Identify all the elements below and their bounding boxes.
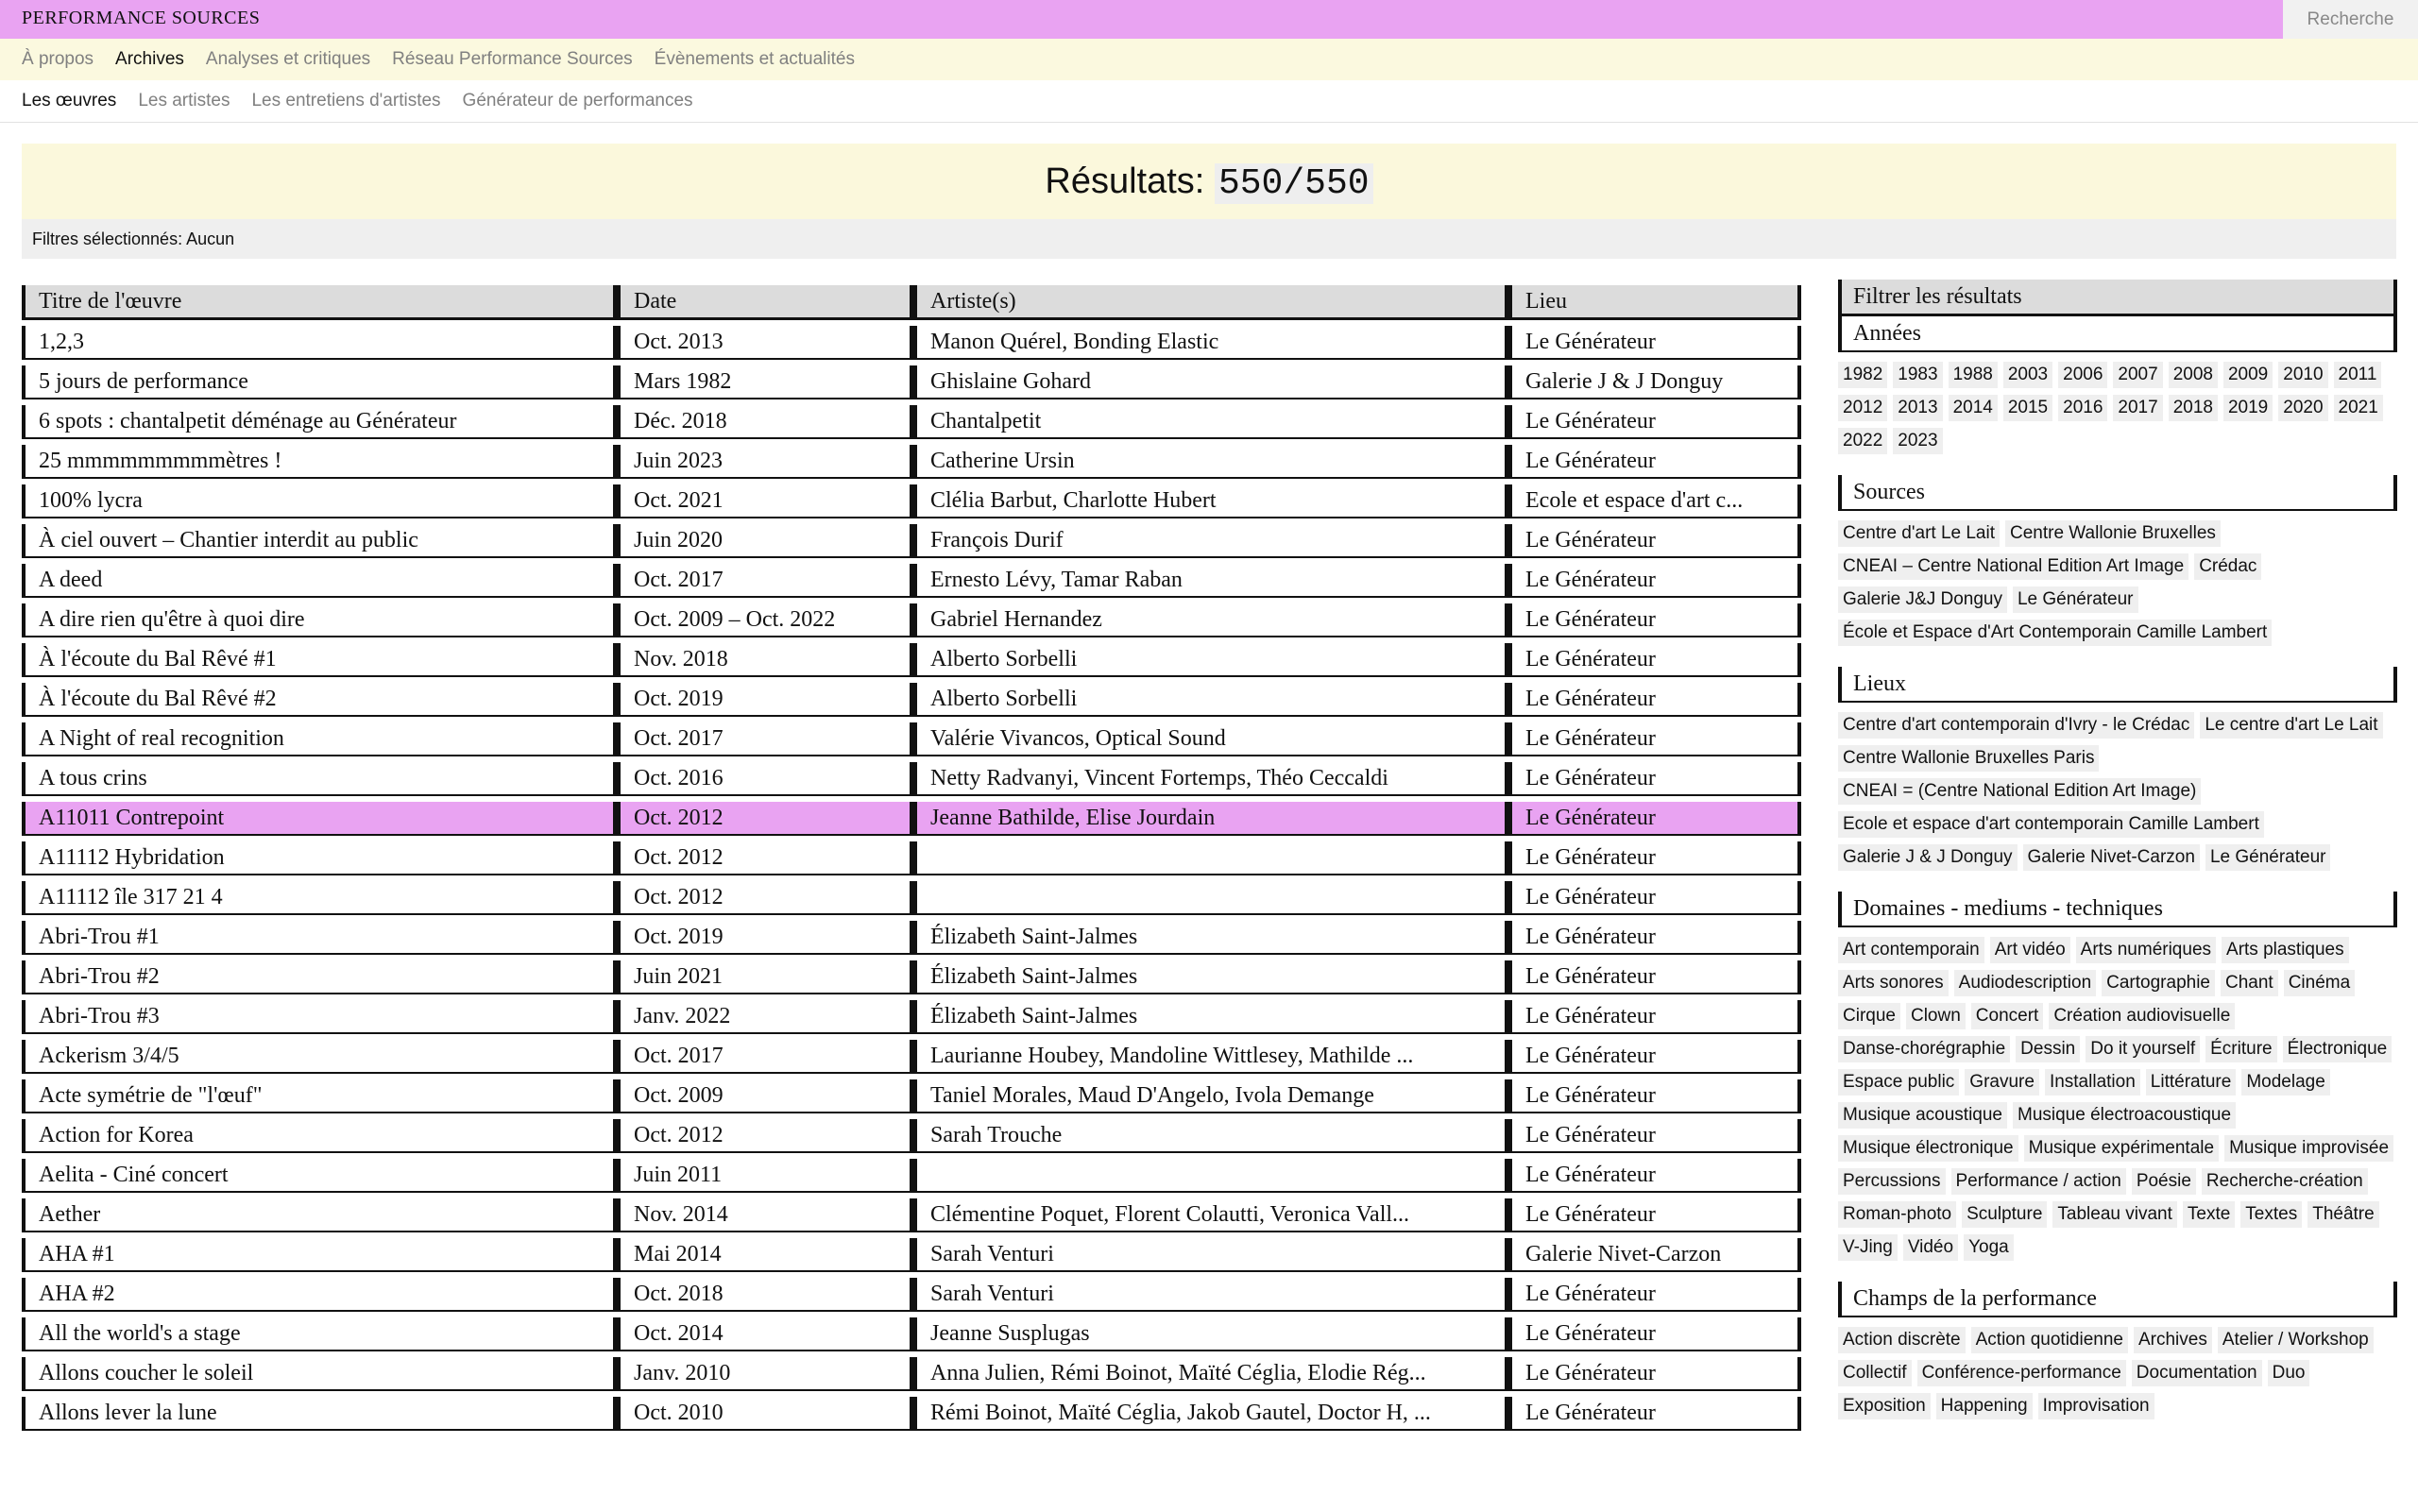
table-row[interactable]	[22, 960, 1801, 994]
selected-filters-text: Filtres sélectionnés: Aucun	[32, 229, 235, 248]
filter-chip[interactable]: Le Générateur	[2205, 844, 2331, 871]
filter-section-title: Champs de la performance	[1838, 1282, 2397, 1317]
filter-chip[interactable]: Cinéma	[2284, 970, 2355, 996]
work-title-cell[interactable]: Allons lever la lune	[22, 1397, 617, 1431]
table-row[interactable]	[22, 921, 1801, 955]
filter-chip[interactable]: 2017	[2113, 395, 2162, 421]
filter-chip[interactable]: Sculpture	[1962, 1201, 2047, 1228]
work-title-cell[interactable]: A11011 Contrepoint	[22, 802, 617, 836]
venue-cell: Le Générateur	[1508, 1079, 1801, 1113]
venue-cell: Le Générateur	[1508, 603, 1801, 637]
filter-chip[interactable]: 2012	[1838, 395, 1887, 421]
work-title-cell[interactable]: À ciel ouvert – Chantier interdit au public	[22, 524, 617, 558]
venue-cell: Le Générateur	[1508, 1119, 1801, 1153]
filter-chip[interactable]: 2015	[2003, 395, 2052, 421]
filter-chip-list	[1838, 1317, 2397, 1419]
venue-cell: Le Générateur	[1508, 1040, 1801, 1074]
filter-chip[interactable]: Le Générateur	[2013, 586, 2138, 613]
filter-section-champs-de-la-performance	[1838, 1282, 2397, 1419]
date-cell: Juin 2023	[617, 445, 913, 479]
filter-chip[interactable]: 2003	[2003, 362, 2052, 388]
filter-chip[interactable]: 2020	[2278, 395, 2327, 421]
filter-chip-list	[1838, 703, 2397, 871]
filter-chip[interactable]: Art contemporain	[1838, 937, 1984, 963]
column-header-titre-de-l-uvre[interactable]: Titre de l'œuvre	[22, 285, 617, 320]
venue-cell: Galerie J & J Donguy	[1508, 365, 1801, 399]
table-row[interactable]	[22, 1159, 1801, 1193]
table-row[interactable]	[22, 326, 1801, 360]
date-cell: Nov. 2018	[617, 643, 913, 677]
work-title-cell[interactable]: À l'écoute du Bal Rêvé #1	[22, 643, 617, 677]
date-cell: Oct. 2016	[617, 762, 913, 796]
filter-chip[interactable]: Musique acoustique	[1838, 1102, 2007, 1129]
filter-chip[interactable]: Atelier / Workshop	[2218, 1327, 2374, 1353]
filter-chip[interactable]: Cartographie	[2102, 970, 2215, 996]
filter-chip[interactable]: 2010	[2278, 362, 2327, 388]
archives-subnavigation	[0, 80, 2418, 123]
work-title-cell[interactable]: Ackerism 3/4/5	[22, 1040, 617, 1074]
filter-chip[interactable]: Action discrète	[1838, 1327, 1966, 1353]
table-row[interactable]	[22, 762, 1801, 796]
artists-cell: Laurianne Houbey, Mandoline Wittlesey, Mathilde ...	[913, 1040, 1508, 1074]
filter-chip[interactable]: 1988	[1949, 362, 1998, 388]
table-row[interactable]	[22, 683, 1801, 717]
filter-chip[interactable]: Musique improvisée	[2224, 1135, 2393, 1162]
filter-chip[interactable]: 1982	[1838, 362, 1887, 388]
venue-cell: Ecole et espace d'art c...	[1508, 484, 1801, 518]
filter-chip[interactable]: Texte	[2183, 1201, 2235, 1228]
works-table	[22, 280, 1801, 1436]
venue-cell: Le Générateur	[1508, 960, 1801, 994]
table-row[interactable]	[22, 1278, 1801, 1312]
filter-chip[interactable]: 2014	[1949, 395, 1998, 421]
table-row[interactable]	[22, 405, 1801, 439]
nav-item-evenements-et-actualites[interactable]: Évènements et actualités	[654, 49, 855, 69]
date-cell: Oct. 2021	[617, 484, 913, 518]
filter-chip[interactable]: 2016	[2058, 395, 2107, 421]
work-title-cell[interactable]: AHA #2	[22, 1278, 617, 1312]
artists-cell: Alberto Sorbelli	[913, 643, 1508, 677]
filter-chip[interactable]: Clown	[1906, 1003, 1966, 1029]
filter-chip[interactable]: Écriture	[2205, 1036, 2276, 1062]
filter-chip[interactable]: Improvisation	[2038, 1393, 2154, 1419]
artists-cell: Alberto Sorbelli	[913, 683, 1508, 717]
date-cell: Oct. 2012	[617, 802, 913, 836]
venue-cell: Le Générateur	[1508, 1317, 1801, 1351]
work-title-cell[interactable]: Abri-Trou #1	[22, 921, 617, 955]
nav-item-a-propos[interactable]: À propos	[22, 49, 94, 69]
filter-chip[interactable]: Recherche-création	[2202, 1168, 2368, 1195]
filter-chip[interactable]: Électronique	[2283, 1036, 2392, 1062]
nav-item-analyses-et-critiques[interactable]: Analyses et critiques	[205, 49, 371, 69]
table-row[interactable]	[22, 564, 1801, 598]
table-row[interactable]	[22, 365, 1801, 399]
filter-chip[interactable]: 1983	[1893, 362, 1942, 388]
date-cell: Oct. 2018	[617, 1278, 913, 1312]
column-header-lieu[interactable]: Lieu	[1508, 285, 1801, 320]
filter-section-title: Lieux	[1838, 667, 2397, 703]
search-button[interactable]: Recherche	[2283, 0, 2418, 39]
table-row[interactable]	[22, 1119, 1801, 1153]
filter-section-domaines-mediums-techniques	[1838, 892, 2397, 1261]
filter-chip[interactable]: Galerie J & J Donguy	[1838, 844, 2018, 871]
table-header-row	[22, 285, 1801, 320]
filter-sidebar	[1838, 280, 2397, 1440]
filter-chip[interactable]: Modelage	[2241, 1069, 2329, 1096]
filter-chip[interactable]: Art vidéo	[1990, 937, 2070, 963]
filter-chip[interactable]: Do it yourself	[2086, 1036, 2200, 1062]
table-row[interactable]	[22, 1198, 1801, 1232]
venue-cell: Galerie Nivet-Carzon	[1508, 1238, 1801, 1272]
table-row[interactable]	[22, 1357, 1801, 1391]
work-title-cell[interactable]: 100% lycra	[22, 484, 617, 518]
filter-chip[interactable]: Tableau vivant	[2052, 1201, 2176, 1228]
date-cell: Oct. 2012	[617, 881, 913, 915]
artists-cell	[913, 881, 1508, 915]
artists-cell: Anna Julien, Rémi Boinot, Maïté Céglia, Elodie Rég...	[913, 1357, 1508, 1391]
artists-cell	[913, 841, 1508, 875]
filter-chip[interactable]: Musique expérimentale	[2024, 1135, 2219, 1162]
filter-chip[interactable]: Textes	[2240, 1201, 2302, 1228]
filter-chip[interactable]: Galerie Nivet-Carzon	[2023, 844, 2200, 871]
filter-chip[interactable]: Cirque	[1838, 1003, 1900, 1029]
filter-chip[interactable]: Centre d'art contemporain d'Ivry - le Crédac	[1838, 712, 2194, 739]
filter-section-sources	[1838, 475, 2397, 646]
filter-chip[interactable]: Littérature	[2146, 1069, 2237, 1096]
filter-chip[interactable]: Happening	[1936, 1393, 2033, 1419]
filter-chip[interactable]: Dessin	[2016, 1036, 2080, 1062]
artists-cell: Gabriel Hernandez	[913, 603, 1508, 637]
filter-chip[interactable]: Roman-photo	[1838, 1201, 1956, 1228]
date-cell: Déc. 2018	[617, 405, 913, 439]
artists-cell: Ernesto Lévy, Tamar Raban	[913, 564, 1508, 598]
filter-chip[interactable]: Installation	[2045, 1069, 2140, 1096]
filter-chip[interactable]: 2023	[1893, 428, 1942, 454]
filter-chip[interactable]: Action quotidienne	[1971, 1327, 2128, 1353]
work-title-cell[interactable]: Abri-Trou #2	[22, 960, 617, 994]
table-row[interactable]	[22, 841, 1801, 875]
filter-chip[interactable]: Centre d'art Le Lait	[1838, 520, 2000, 547]
filter-chip[interactable]: Percussions	[1838, 1168, 1946, 1195]
filter-chip[interactable]: Arts sonores	[1838, 970, 1949, 996]
artists-cell: Élizabeth Saint-Jalmes	[913, 1000, 1508, 1034]
artists-cell: Chantalpetit	[913, 405, 1508, 439]
filter-chip[interactable]: Centre Wallonie Bruxelles	[2005, 520, 2221, 547]
venue-cell: Le Générateur	[1508, 1000, 1801, 1034]
table-row[interactable]	[22, 1040, 1801, 1074]
work-title-cell[interactable]: 25 mmmmmmmmmètres !	[22, 445, 617, 479]
filter-chip[interactable]: Poésie	[2132, 1168, 2196, 1195]
table-row[interactable]	[22, 722, 1801, 756]
venue-cell: Le Générateur	[1508, 921, 1801, 955]
filter-chip[interactable]: 2013	[1893, 395, 1942, 421]
column-header-date[interactable]: Date	[617, 285, 913, 320]
filter-chip[interactable]: Concert	[1971, 1003, 2044, 1029]
artists-cell: Valérie Vivancos, Optical Sound	[913, 722, 1508, 756]
site-logo[interactable]: PERFORMANCE SOURCES	[22, 8, 261, 28]
filter-chip[interactable]: Documentation	[2132, 1360, 2262, 1386]
venue-cell: Le Générateur	[1508, 326, 1801, 360]
filter-chip[interactable]: Arts numériques	[2076, 937, 2216, 963]
table-row[interactable]	[22, 484, 1801, 518]
filter-section-title: Sources	[1838, 475, 2397, 511]
work-title-cell[interactable]: Aelita - Ciné concert	[22, 1159, 617, 1193]
artists-cell: Jeanne Susplugas	[913, 1317, 1508, 1351]
date-cell: Janv. 2022	[617, 1000, 913, 1034]
filter-chip[interactable]: Le centre d'art Le Lait	[2200, 712, 2382, 739]
venue-cell: Le Générateur	[1508, 643, 1801, 677]
filter-chip[interactable]: École et Espace d'Art Contemporain Camille Lambert	[1838, 620, 2272, 646]
subnav-item-les-entretiens-d-artistes[interactable]: Les entretiens d'artistes	[251, 91, 441, 110]
subnav-item-les-artistes[interactable]: Les artistes	[138, 91, 230, 110]
work-title-cell[interactable]: 1,2,3	[22, 326, 617, 360]
filter-chip[interactable]: CNEAI – Centre National Edition Art Image	[1838, 553, 2188, 580]
venue-cell: Le Générateur	[1508, 405, 1801, 439]
table-row[interactable]	[22, 445, 1801, 479]
filter-chip[interactable]: 2018	[2169, 395, 2218, 421]
filter-chip-list	[1838, 511, 2397, 646]
date-cell: Oct. 2017	[617, 564, 913, 598]
nav-item-archives[interactable]: Archives	[115, 49, 184, 69]
table-row[interactable]	[22, 603, 1801, 637]
table-row[interactable]	[22, 1317, 1801, 1351]
work-title-cell[interactable]: Acte symétrie de "l'œuf"	[22, 1079, 617, 1113]
filter-section-title: Années	[1838, 316, 2397, 352]
date-cell: Juin 2020	[617, 524, 913, 558]
work-title-cell[interactable]: A11112 Hybridation	[22, 841, 617, 875]
subnav-item-les-uvres[interactable]: Les œuvres	[22, 91, 117, 110]
filter-chip[interactable]: Exposition	[1838, 1393, 1931, 1419]
date-cell: Mars 1982	[617, 365, 913, 399]
artists-cell: Élizabeth Saint-Jalmes	[913, 960, 1508, 994]
artists-cell: Sarah Venturi	[913, 1238, 1508, 1272]
work-title-cell[interactable]: Abri-Trou #3	[22, 1000, 617, 1034]
work-title-cell[interactable]: Action for Korea	[22, 1119, 617, 1153]
artists-cell	[913, 1159, 1508, 1193]
filter-chip[interactable]: Centre Wallonie Bruxelles Paris	[1838, 745, 2099, 772]
artists-cell: Clélia Barbut, Charlotte Hubert	[913, 484, 1508, 518]
filter-chip[interactable]: Musique électronique	[1838, 1135, 2018, 1162]
table-row[interactable]	[22, 643, 1801, 677]
date-cell: Juin 2021	[617, 960, 913, 994]
artists-cell: Jeanne Bathilde, Elise Jourdain	[913, 802, 1508, 836]
filter-chip[interactable]: Ecole et espace d'art contemporain Camille Lambert	[1838, 811, 2264, 838]
filter-chip[interactable]: Galerie J&J Donguy	[1838, 586, 2007, 613]
work-title-cell[interactable]: A deed	[22, 564, 617, 598]
filter-section-lieux	[1838, 667, 2397, 871]
date-cell: Oct. 2019	[617, 683, 913, 717]
main-navigation	[0, 39, 2418, 80]
date-cell: Oct. 2019	[617, 921, 913, 955]
filter-chip[interactable]: Audiodescription	[1954, 970, 2096, 996]
date-cell: Oct. 2017	[617, 722, 913, 756]
work-title-cell[interactable]: À l'écoute du Bal Rêvé #2	[22, 683, 617, 717]
date-cell: Janv. 2010	[617, 1357, 913, 1391]
artists-cell: Ghislaine Gohard	[913, 365, 1508, 399]
filter-chip[interactable]: 2009	[2223, 362, 2273, 388]
filter-chip[interactable]: Espace public	[1838, 1069, 1959, 1096]
date-cell: Oct. 2009	[617, 1079, 913, 1113]
filter-chip[interactable]: 2011	[2334, 362, 2382, 388]
filter-sidebar-title: Filtrer les résultats	[1838, 280, 2397, 316]
date-cell: Oct. 2010	[617, 1397, 913, 1431]
filter-chip[interactable]: Danse-chorégraphie	[1838, 1036, 2010, 1062]
table-row[interactable]	[22, 1000, 1801, 1034]
work-title-cell[interactable]: A Night of real recognition	[22, 722, 617, 756]
filter-chip-list	[1838, 927, 2397, 1261]
filter-section-title: Domaines - mediums - techniques	[1838, 892, 2397, 927]
work-title-cell[interactable]: Allons coucher le soleil	[22, 1357, 617, 1391]
filter-chip[interactable]: 2007	[2113, 362, 2162, 388]
date-cell: Nov. 2014	[617, 1198, 913, 1232]
artists-cell: Taniel Morales, Maud D'Angelo, Ivola Demange	[913, 1079, 1508, 1113]
table-row[interactable]	[22, 1397, 1801, 1431]
work-title-cell[interactable]: Aether	[22, 1198, 617, 1232]
filter-chip[interactable]: Archives	[2134, 1327, 2212, 1353]
results-count: 550/550	[1215, 163, 1373, 204]
filter-chip[interactable]: CNEAI = (Centre National Edition Art Image)	[1838, 778, 2201, 805]
date-cell: Mai 2014	[617, 1238, 913, 1272]
artists-cell: François Durif	[913, 524, 1508, 558]
date-cell: Juin 2011	[617, 1159, 913, 1193]
filter-chip[interactable]: 2019	[2223, 395, 2273, 421]
venue-cell: Le Générateur	[1508, 1278, 1801, 1312]
table-row[interactable]	[22, 1079, 1801, 1113]
top-bar	[0, 0, 2418, 39]
venue-cell: Le Générateur	[1508, 524, 1801, 558]
artists-cell: Rémi Boinot, Maïté Céglia, Jakob Gautel, Doctor H, ...	[913, 1397, 1508, 1431]
venue-cell: Le Générateur	[1508, 722, 1801, 756]
work-title-cell[interactable]: A dire rien qu'être à quoi dire	[22, 603, 617, 637]
venue-cell: Le Générateur	[1508, 802, 1801, 836]
venue-cell: Le Générateur	[1508, 683, 1801, 717]
filter-chip-list	[1838, 352, 2397, 454]
venue-cell: Le Générateur	[1508, 1159, 1801, 1193]
results-banner	[22, 144, 2396, 219]
artists-cell: Catherine Ursin	[913, 445, 1508, 479]
date-cell: Oct. 2017	[617, 1040, 913, 1074]
date-cell: Oct. 2012	[617, 1119, 913, 1153]
subnav-item-generateur-de-performances[interactable]: Générateur de performances	[462, 91, 693, 110]
venue-cell: Le Générateur	[1508, 445, 1801, 479]
filter-chip[interactable]: 2021	[2334, 395, 2383, 421]
filter-chip[interactable]: Gravure	[1965, 1069, 2039, 1096]
date-cell: Oct. 2013	[617, 326, 913, 360]
venue-cell: Le Générateur	[1508, 881, 1801, 915]
table-row[interactable]	[22, 524, 1801, 558]
filter-chip[interactable]: Yoga	[1964, 1234, 2014, 1261]
date-cell: Oct. 2014	[617, 1317, 913, 1351]
column-header-artiste-s[interactable]: Artiste(s)	[913, 285, 1508, 320]
work-title-cell[interactable]: 5 jours de performance	[22, 365, 617, 399]
filter-chip[interactable]: 2006	[2058, 362, 2107, 388]
filter-chip[interactable]: Arts plastiques	[2222, 937, 2349, 963]
date-cell: Oct. 2012	[617, 841, 913, 875]
filter-section-annees	[1838, 316, 2397, 454]
filter-chip[interactable]: Musique électroacoustique	[2013, 1102, 2236, 1129]
artists-cell: Manon Quérel, Bonding Elastic	[913, 326, 1508, 360]
nav-item-reseau-performance-sources[interactable]: Réseau Performance Sources	[392, 49, 633, 69]
venue-cell: Le Générateur	[1508, 1397, 1801, 1431]
artists-cell: Clémentine Poquet, Florent Colautti, Veronica Vall...	[913, 1198, 1508, 1232]
venue-cell: Le Générateur	[1508, 1198, 1801, 1232]
results-label: Résultats:	[1045, 161, 1205, 201]
filter-chip[interactable]: 2008	[2169, 362, 2218, 388]
filter-chip[interactable]: Chant	[2221, 970, 2278, 996]
filter-chip[interactable]: 2022	[1838, 428, 1887, 454]
work-title-cell[interactable]: AHA #1	[22, 1238, 617, 1272]
selected-filters	[22, 219, 2396, 259]
filter-chip[interactable]: Théâtre	[2307, 1201, 2378, 1228]
filter-chip[interactable]: Crédac	[2194, 553, 2261, 580]
filter-chip[interactable]: Conférence-performance	[1917, 1360, 2126, 1386]
filter-chip[interactable]: Collectif	[1838, 1360, 1912, 1386]
artists-cell: Sarah Venturi	[913, 1278, 1508, 1312]
artists-cell: Netty Radvanyi, Vincent Fortemps, Théo Ceccaldi	[913, 762, 1508, 796]
work-title-cell[interactable]: A tous crins	[22, 762, 617, 796]
artists-cell: Élizabeth Saint-Jalmes	[913, 921, 1508, 955]
artists-cell: Sarah Trouche	[913, 1119, 1508, 1153]
filter-chip[interactable]: V-Jing	[1838, 1234, 1898, 1261]
table-row[interactable]	[22, 802, 1801, 836]
venue-cell: Le Générateur	[1508, 564, 1801, 598]
table-row[interactable]	[22, 1238, 1801, 1272]
work-title-cell[interactable]: All the world's a stage	[22, 1317, 617, 1351]
table-row[interactable]	[22, 881, 1801, 915]
date-cell: Oct. 2009 – Oct. 2022	[617, 603, 913, 637]
filter-chip[interactable]: Création audiovisuelle	[2049, 1003, 2235, 1029]
venue-cell: Le Générateur	[1508, 762, 1801, 796]
work-title-cell[interactable]: 6 spots : chantalpetit déménage au Générateur	[22, 405, 617, 439]
venue-cell: Le Générateur	[1508, 1357, 1801, 1391]
venue-cell: Le Générateur	[1508, 841, 1801, 875]
work-title-cell[interactable]: A11112 île 317 21 4	[22, 881, 617, 915]
filter-chip[interactable]: Duo	[2268, 1360, 2310, 1386]
filter-chip[interactable]: Vidéo	[1903, 1234, 1958, 1261]
filter-chip[interactable]: Performance / action	[1951, 1168, 2126, 1195]
